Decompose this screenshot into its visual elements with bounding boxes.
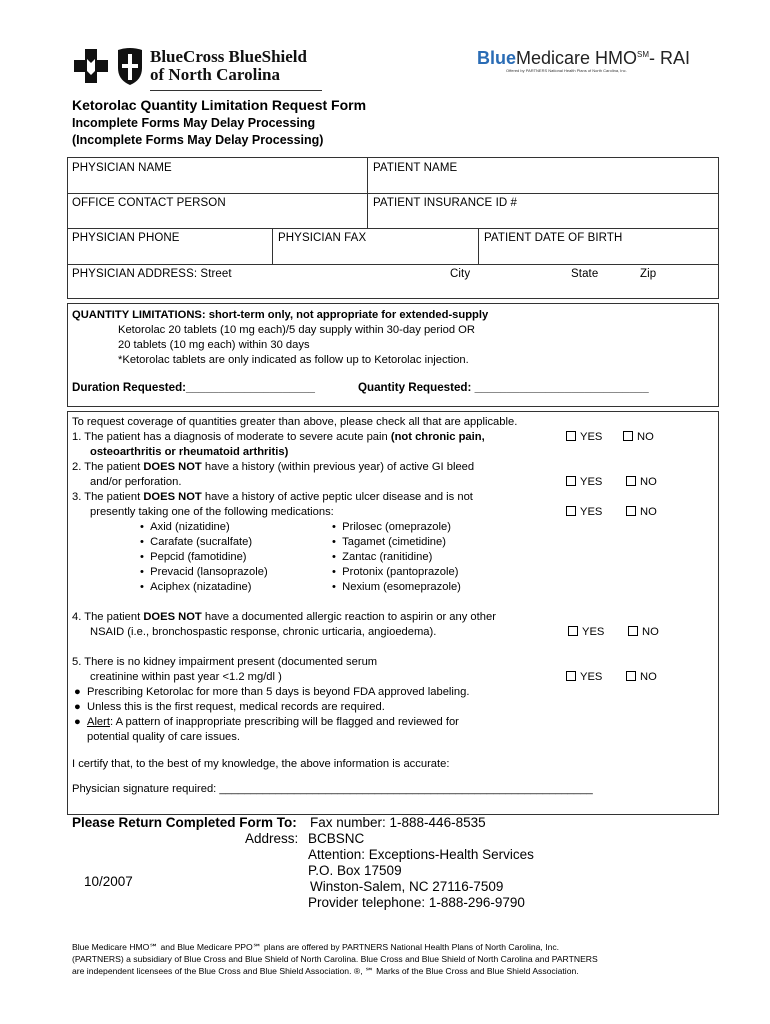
office-contact-field[interactable]: OFFICE CONTACT PERSON xyxy=(72,197,226,209)
patient-name-field[interactable]: PATIENT NAME xyxy=(373,162,458,174)
med-item: • Carafate (sucralfate) xyxy=(140,536,253,548)
med-item: • Nexium (esomeprazole) xyxy=(332,581,461,593)
physician-fax-field[interactable]: PHYSICIAN FAX xyxy=(278,232,367,244)
provider-telephone: Provider telephone: 1-888-296-9790 xyxy=(308,895,525,910)
address-line: Attention: Exceptions-Health Services xyxy=(308,847,534,862)
duration-requested-field[interactable]: Duration Requested:____________________ xyxy=(72,381,315,394)
physician-name-field[interactable]: PHYSICIAN NAME xyxy=(72,162,172,174)
q3-no-checkbox[interactable]: NO xyxy=(626,506,657,518)
blue-medicare-tagline: Offered by PARTNERS National Health Plans of North Carolina, Inc. xyxy=(506,68,627,73)
footer-line: Blue Medicare HMO℠ and Blue Medicare PPO℠ plans are offered by PARTNERS National Health Plans of North Carolina, Inc. xyxy=(72,942,560,952)
med-item: • Prevacid (lansoprazole) xyxy=(140,566,268,578)
question-1-cont: osteoarthritis or rheumatoid arthritis) xyxy=(90,446,289,458)
q2-yes-checkbox[interactable]: YES xyxy=(566,476,602,488)
footer-line: are independent licensees of the Blue Cross and Blue Shield Association. ®, ℠ Marks of the Blue Cross and Blue Shield Association. xyxy=(72,966,579,976)
blue-shield-logo xyxy=(116,46,144,86)
address-line: Winston-Salem, NC 27116-7509 xyxy=(310,879,504,894)
question-2: 2. The patient DOES NOT have a history (within previous year) of active GI bleed xyxy=(72,461,475,473)
bullet-note: ● Unless this is the first request, medical records are required. xyxy=(74,701,385,713)
patient-insurance-field[interactable]: PATIENT INSURANCE ID # xyxy=(373,197,518,209)
limits-line: *Ketorolac tablets are only indicated as follow up to Ketorolac injection. xyxy=(118,354,469,366)
question-2-cont: and/or perforation. xyxy=(90,476,182,488)
form-subtitle-2: (Incomplete Forms May Delay Processing) xyxy=(72,133,324,147)
med-item: • Prilosec (omeprazole) xyxy=(332,521,451,533)
bcbs-logo-text: BlueCross BlueShield of North Carolina xyxy=(150,47,307,84)
certify-statement: I certify that, to the best of my knowledge, the above information is accurate: xyxy=(72,758,450,770)
address-line: BCBSNC xyxy=(308,831,365,846)
q2-no-checkbox[interactable]: NO xyxy=(626,476,657,488)
return-heading: Please Return Completed Form To: xyxy=(72,815,297,830)
question-3: 3. The patient DOES NOT have a history of active peptic ulcer disease and is not xyxy=(72,491,473,503)
state-field[interactable]: State xyxy=(571,268,599,280)
address-line: P.O. Box 17509 xyxy=(308,863,402,878)
limits-heading: QUANTITY LIMITATIONS: short-term only, not appropriate for extended-supply xyxy=(72,309,489,321)
criteria-intro: To request coverage of quantities greater than above, please check all that are applicable. xyxy=(72,416,518,428)
fax-number: Fax number: 1-888-446-8535 xyxy=(310,815,486,830)
q3-yes-checkbox[interactable]: YES xyxy=(566,506,602,518)
question-5-cont: creatinine within past year <1.2 mg/dl ) xyxy=(90,671,282,683)
blue-cross-logo xyxy=(72,47,110,85)
q5-yes-checkbox[interactable]: YES xyxy=(566,671,602,683)
limits-line: 20 tablets (10 mg each) within 30 days xyxy=(118,339,310,351)
bullet-note: ● Prescribing Ketorolac for more than 5 days is beyond FDA approved labeling. xyxy=(74,686,470,698)
question-5: 5. There is no kidney impairment present (documented serum xyxy=(72,656,378,668)
footer-line: (PARTNERS) a subsidiary of Blue Cross and Blue Shield of North Carolina. Blue Cross and Blue Shield of North Carolina and PARTNERS xyxy=(72,954,598,964)
quantity-requested-field[interactable]: Quantity Requested: ___________________________ xyxy=(358,381,649,394)
city-field[interactable]: City xyxy=(450,268,471,280)
patient-dob-field[interactable]: PATIENT DATE OF BIRTH xyxy=(484,232,623,244)
med-item: • Protonix (pantoprazole) xyxy=(332,566,459,578)
form-subtitle: Incomplete Forms May Delay Processing xyxy=(72,116,316,130)
question-1: 1. The patient has a diagnosis of moderate to severe acute pain (not chronic pain, xyxy=(72,431,485,443)
signature-field[interactable]: Physician signature required: ____________________________________________________________ xyxy=(72,783,593,795)
form-title: Ketorolac Quantity Limitation Request Form xyxy=(72,97,367,113)
med-item: • Pepcid (famotidine) xyxy=(140,551,247,563)
q5-no-checkbox[interactable]: NO xyxy=(626,671,657,683)
question-4-cont: NSAID (i.e., bronchospastic response, chronic urticaria, angioedema). xyxy=(90,626,437,638)
bullet-note-cont: potential quality of care issues. xyxy=(87,731,240,743)
zip-field[interactable]: Zip xyxy=(640,268,657,280)
q1-no-checkbox[interactable]: NO xyxy=(623,431,654,443)
q4-yes-checkbox[interactable]: YES xyxy=(568,626,604,638)
form-date: 10/2007 xyxy=(84,874,133,889)
question-4: 4. The patient DOES NOT have a documented allergic reaction to aspirin or any other xyxy=(72,611,496,623)
physician-phone-field[interactable]: PHYSICIAN PHONE xyxy=(72,232,180,244)
med-item: • Aciphex (nizatadine) xyxy=(140,581,252,593)
address-label: Address: xyxy=(245,831,299,846)
med-item: • Zantac (ranitidine) xyxy=(332,551,433,563)
med-item: • Tagamet (cimetidine) xyxy=(332,536,446,548)
physician-address-field[interactable]: PHYSICIAN ADDRESS: Street xyxy=(72,268,232,280)
question-3-cont: presently taking one of the following medications: xyxy=(90,506,334,518)
logo-divider xyxy=(150,90,322,91)
blue-medicare-logo: BlueMedicare HMO℠- RAI xyxy=(477,48,691,68)
limits-line: Ketorolac 20 tablets (10 mg each)/5 day supply within 30-day period OR xyxy=(118,324,475,336)
med-item: • Axid (nizatidine) xyxy=(140,521,230,533)
q1-yes-checkbox[interactable]: YES xyxy=(566,431,602,443)
bullet-note: ● Alert: A pattern of inappropriate prescribing will be flagged and reviewed for xyxy=(74,716,459,728)
q4-no-checkbox[interactable]: NO xyxy=(628,626,659,638)
